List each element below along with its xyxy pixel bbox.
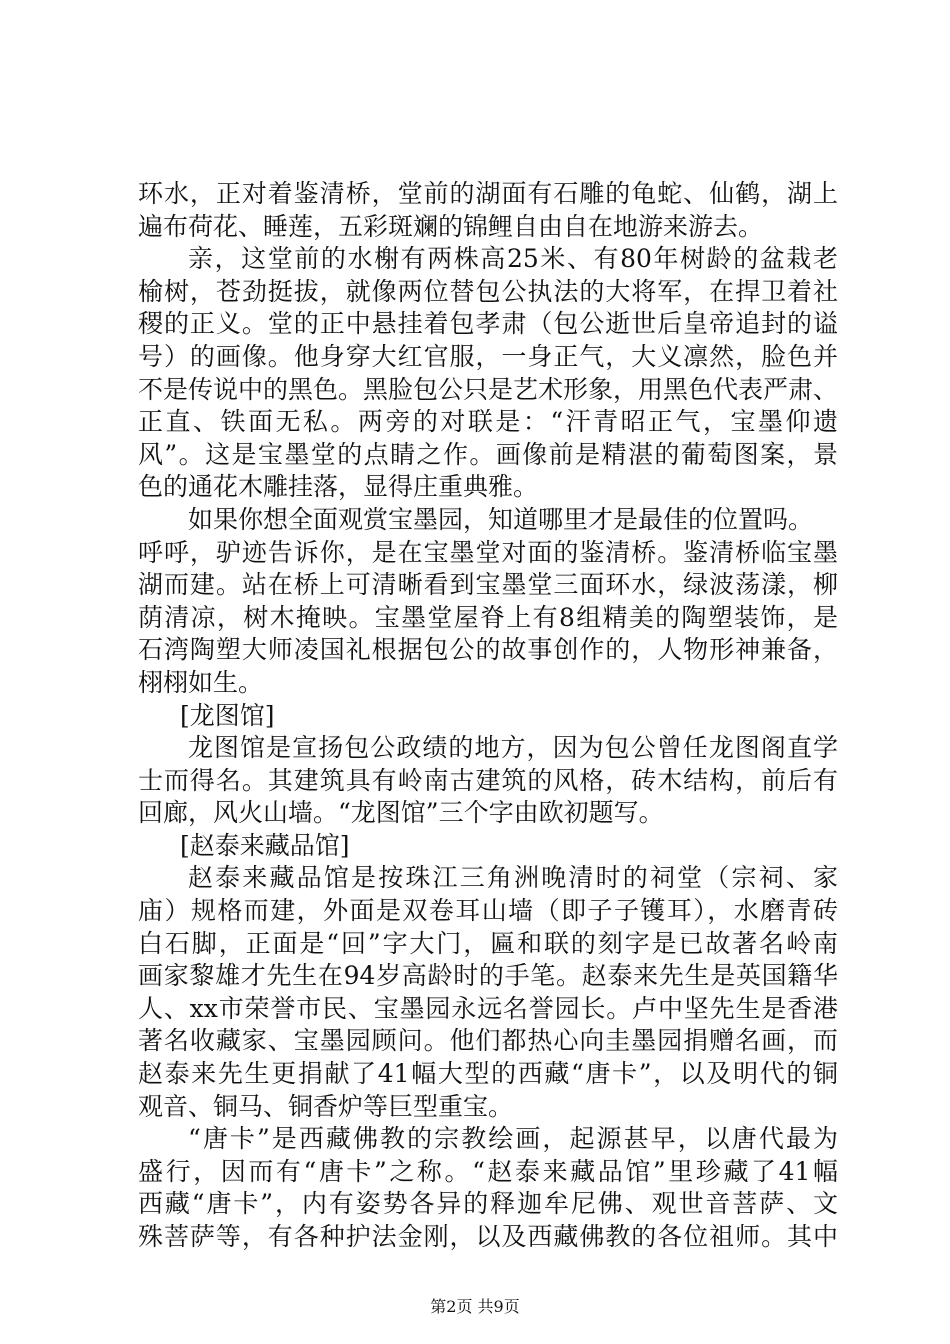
- text-line: 榆树，苍劲挺拔，就像两位替包公执法的大将军，在捍卫着社: [138, 276, 838, 306]
- text-line: 龙图馆是宣扬包公政绩的地方，因为包公曾任龙图阁直学: [188, 733, 838, 763]
- text-line: 荫清凉，树木掩映。宝墨堂屋脊上有8组精美的陶塑装饰，是: [138, 602, 838, 632]
- text-line: 士而得名。其建筑具有岭南古建筑的风格，砖木结构，前后有: [138, 765, 838, 795]
- text-line: 亲，这堂前的水榭有两株高25米、有80年树龄的盆栽老: [188, 244, 838, 274]
- text-line: 号）的画像。他身穿大红官服，一身正气，大义凛然，脸色并: [138, 341, 838, 371]
- text-line: 赵泰来藏品馆是按珠江三角洲晚清时的祠堂（宗祠、家: [188, 863, 838, 893]
- text-line: 西藏“唐卡”，内有姿势各异的释迦牟尼佛、观世音菩萨、文: [138, 1189, 838, 1219]
- text-line: 白石脚，正面是“回”字大门，匾和联的刻字是已故著名岭南: [138, 928, 838, 958]
- text-line: 殊菩萨等，有各种护法金刚，以及西藏佛教的各位祖师。其中: [138, 1222, 838, 1251]
- text-line: 石湾陶塑大师凌国礼根据包公的故事创作的，人物形神兼备，: [138, 635, 838, 665]
- text-line: 遍布荷花、睡莲，五彩斑斓的锦鲤自由自在地游来游去。: [138, 211, 764, 241]
- text-line: 庙）规格而建，外面是双卷耳山墙（即子子镬耳），水磨青砖: [138, 896, 838, 926]
- text-line: 风”。这是宝墨堂的点睛之作。画像前是精湛的葡萄图案，景: [138, 439, 838, 469]
- page-number-footer: 第2页 共9页: [430, 1297, 520, 1316]
- body-text: [138, 178, 838, 1254]
- text-line: 不是传说中的黑色。黑脸包公只是艺术形象，用黑色代表严肃、: [138, 374, 839, 404]
- text-line: 盛行，因而有“唐卡”之称。“赵泰来藏品馆”里珍藏了41幅: [138, 1156, 838, 1186]
- text-line: 赵泰来先生更捐献了41幅大型的西藏“唐卡”，以及明代的铜: [138, 1059, 838, 1089]
- text-line: 画家黎雄才先生在94岁高龄时的手笔。赵泰来先生是英国籍华: [138, 961, 838, 991]
- text-line: 稷的正义。堂的正中悬挂着包孝肃（包公逝世后皇帝追封的谥: [138, 309, 838, 339]
- text-line: 观音、铜马、铜香炉等巨型重宝。: [138, 1091, 514, 1121]
- section-heading: [赵泰来藏品馆]: [180, 830, 350, 860]
- text-line: “唐卡”是西藏佛教的宗教绘画，起源甚早，以唐代最为: [188, 1124, 838, 1154]
- text-line: 正直、铁面无私。两旁的对联是：“汗青昭正气，宝墨仰遗: [138, 407, 838, 437]
- text-line: 回廊，风火山墙。“龙图馆”三个字由欧初题写。: [138, 798, 664, 828]
- text-line: 色的通花木雕挂落，显得庄重典雅。: [138, 472, 539, 502]
- text-line: 栩栩如生。: [138, 667, 264, 697]
- text-line: 人、xx市荣誉市民、宝墨园永远名誉园长。卢中坚先生是香港: [138, 993, 838, 1023]
- text-line: 湖而建。站在桥上可清晰看到宝墨堂三面环水，绿波荡漾，柳: [138, 570, 838, 600]
- section-heading: [龙图馆]: [180, 700, 275, 730]
- text-line: 如果你想全面观赏宝墨园，知道哪里才是最佳的位置吗。: [188, 504, 814, 534]
- text-line: 环水，正对着鉴清桥，堂前的湖面有石雕的龟蛇、仙鹤，湖上: [138, 179, 838, 208]
- text-line: 呼呼，驴迹告诉你，是在宝墨堂对面的鉴清桥。鉴清桥临宝墨: [138, 537, 838, 567]
- text-line: 著名收藏家、宝墨园顾问。他们都热心向圭墨园捐赠名画，而: [138, 1026, 838, 1056]
